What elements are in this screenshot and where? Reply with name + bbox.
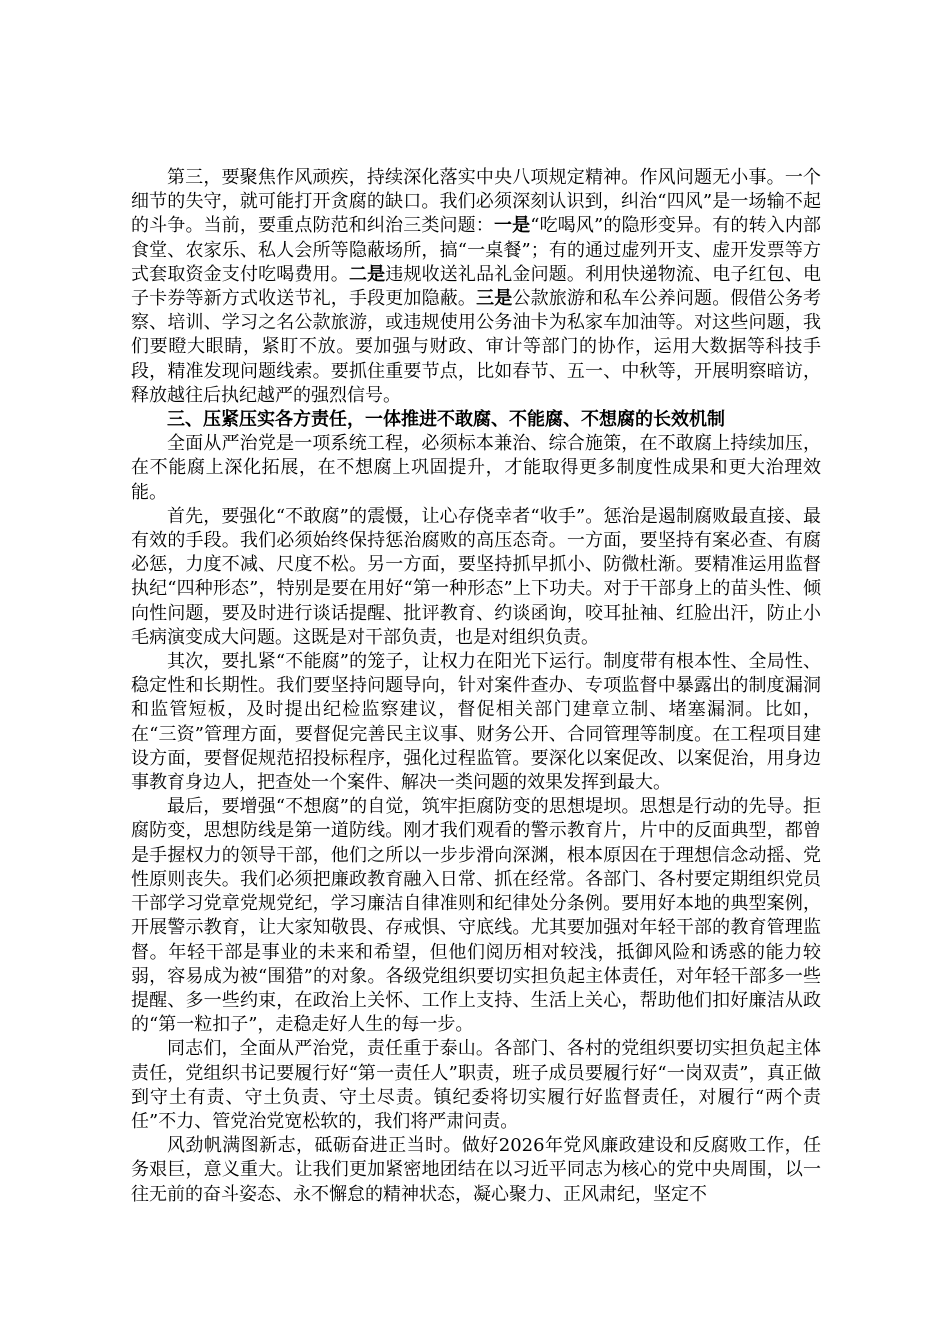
paragraph-cannot-corrupt: 其次，要扎紧“不能腐”的笼子，让权力在阳光下运行。制度带有根本性、全局性、稳定性和长期性。我们要坚持问题导向，针对案件查办、专项监督中暴露出的制度漏洞和监管短板，及时提出纪检监察建议，督促相关部门建章立制、堵塞漏洞。比如，在“三资”管理方面，要督促完善民主议事、财务公开、合同管理等制度。在工程项目建设方面，要督促规范招投标程序，强化过程监管。要深化以案促改、以案促治，用身边事教育身边人，把查处一个案件、解决一类问题的效果发挥到最大。 — [131, 651, 821, 794]
paragraph-do-not-want-corrupt: 最后，要增强“不想腐”的自觉，筑牢拒腐防变的思想堤坝。思想是行动的先导。拒腐防变，思想防线是第一道防线。刚才我们观看的警示教育片，片中的反面典型，都曾是手握权力的领导干部，他们之所以一步步滑向深渊，根本原因在于理想信念动摇、党性原则丧失。我们必须把廉政教育融入日常、抓在经常。各部门、各村要定期组织党员干部学习党章党规党纪，学习廉洁自律准则和纪律处分条例。要用好本地的典型案例，开展警示教育，让大家知敬畏、存戒惧、守底线。尤其要加强对年轻干部的教育管理监督。年轻干部是事业的未来和希望，但他们阅历相对较浅，抵御风险和诱惑的能力较弱，容易成为被“围猎”的对象。各级党组织要切实担负起主体责任，对年轻干部多一些提醒、多一些约束，在政治上关怀、工作上支持、生活上关心，帮助他们扣好廉洁从政的“第一粒扣子”，走稳走好人生的每一步。 — [131, 796, 821, 1036]
paragraph-systematic-engineering: 全面从严治党是一项系统工程，必须标本兼治、综合施策，在不敢腐上持续加压，在不能腐上深化拓展，在不想腐上巩固提升，才能取得更多制度性成果和更大治理效能。 — [131, 433, 821, 503]
paragraph-text: 违规收送礼品礼金问题。利用快递物流、电子红包、电子卡券等新方式收送节礼，手段更加隐蔽。 — [131, 263, 822, 310]
paragraph-closing: 风劲帆满图新志，砥砺奋进正当时。做好2026年党风廉政建设和反腐败工作，任务艰巨，意义重大。让我们更加紧密地团结在以习近平同志为核心的党中央周围，以一往无前的奋斗姿态、永不懈怠的精神状态，凝心聚力、正风肃纪，坚定不 — [131, 1135, 821, 1205]
paragraph-style-rectification — [131, 166, 821, 408]
emphasis-second: 二是 — [348, 263, 386, 285]
paragraph-text: 第三，要聚焦作风顽疾，持续深化落实中央八项规定精神。作风问题无小事。一个细节的失守，就可能打开贪腐的缺口。我们必须深刻认识到，纠治“四风”是一场输不起的斗争。当前，要重点防范和纠治三类问题： — [131, 167, 821, 237]
section-heading-3: 三、压紧压实各方责任，一体推进不敢腐、不能腐、不想腐的长效机制 — [167, 409, 725, 431]
emphasis-first: 一是 — [493, 215, 531, 237]
paragraph-text: “吃喝风”的隐形变异。有的转入内部食堂、农家乐、私人会所等隐蔽场所，搞“一桌餐”；有的通过虚列开支、虚开发票等方式套取资金支付吃喝费用。 — [131, 215, 822, 285]
emphasis-third: 三是 — [476, 288, 513, 310]
document-page — [131, 166, 821, 1207]
paragraph-dare-not-corrupt: 首先，要强化“不敢腐”的震慑，让心存侥幸者“收手”。惩治是遏制腐败最直接、最有效的手段。我们必须始终保持惩治腐败的高压态奇。一方面，要坚持有案必查、有腐必惩，力度不减、尺度不松。另一方面，要坚持抓早抓小、防微杜渐。要精准运用监督执纪“四种形态”，特别是要在用好“第一种形态”上下功夫。对于干部身上的苗头性、倾向性问题，要及时进行谈话提醒、批评教育、约谈函询，咬耳扯袖、红脸出汗，防止小毛病演变成大问题。这既是对干部负责，也是对组织负责。 — [131, 505, 821, 648]
paragraph-text: 公款旅游和私车公养问题。假借公务考察、培训、学习之名公款旅游，或违规使用公务油卡为私家车加油等。对这些问题，我们要瞪大眼睛，紧盯不放。要加强与财政、审计等部门的协作，运用大数据等科技手段，精准发现问题线索。要抓住重要节点，比如春节、五一、中秋等，开展明察暗访，释放越往后执纪越严的强烈信号。 — [131, 288, 822, 406]
paragraph-responsibility: 同志们，全面从严治党，责任重于泰山。各部门、各村的党组织要切实担负起主体责任，党组织书记要履行好“第一责任人”职责，班子成员要履行好“一岗双责”，真正做到守土有责、守土负责、守土尽责。镇纪委将切实履行好监督责任，对履行“两个责任”不力、管党治党宽松软的，我们将严肃问责。 — [131, 1038, 821, 1132]
